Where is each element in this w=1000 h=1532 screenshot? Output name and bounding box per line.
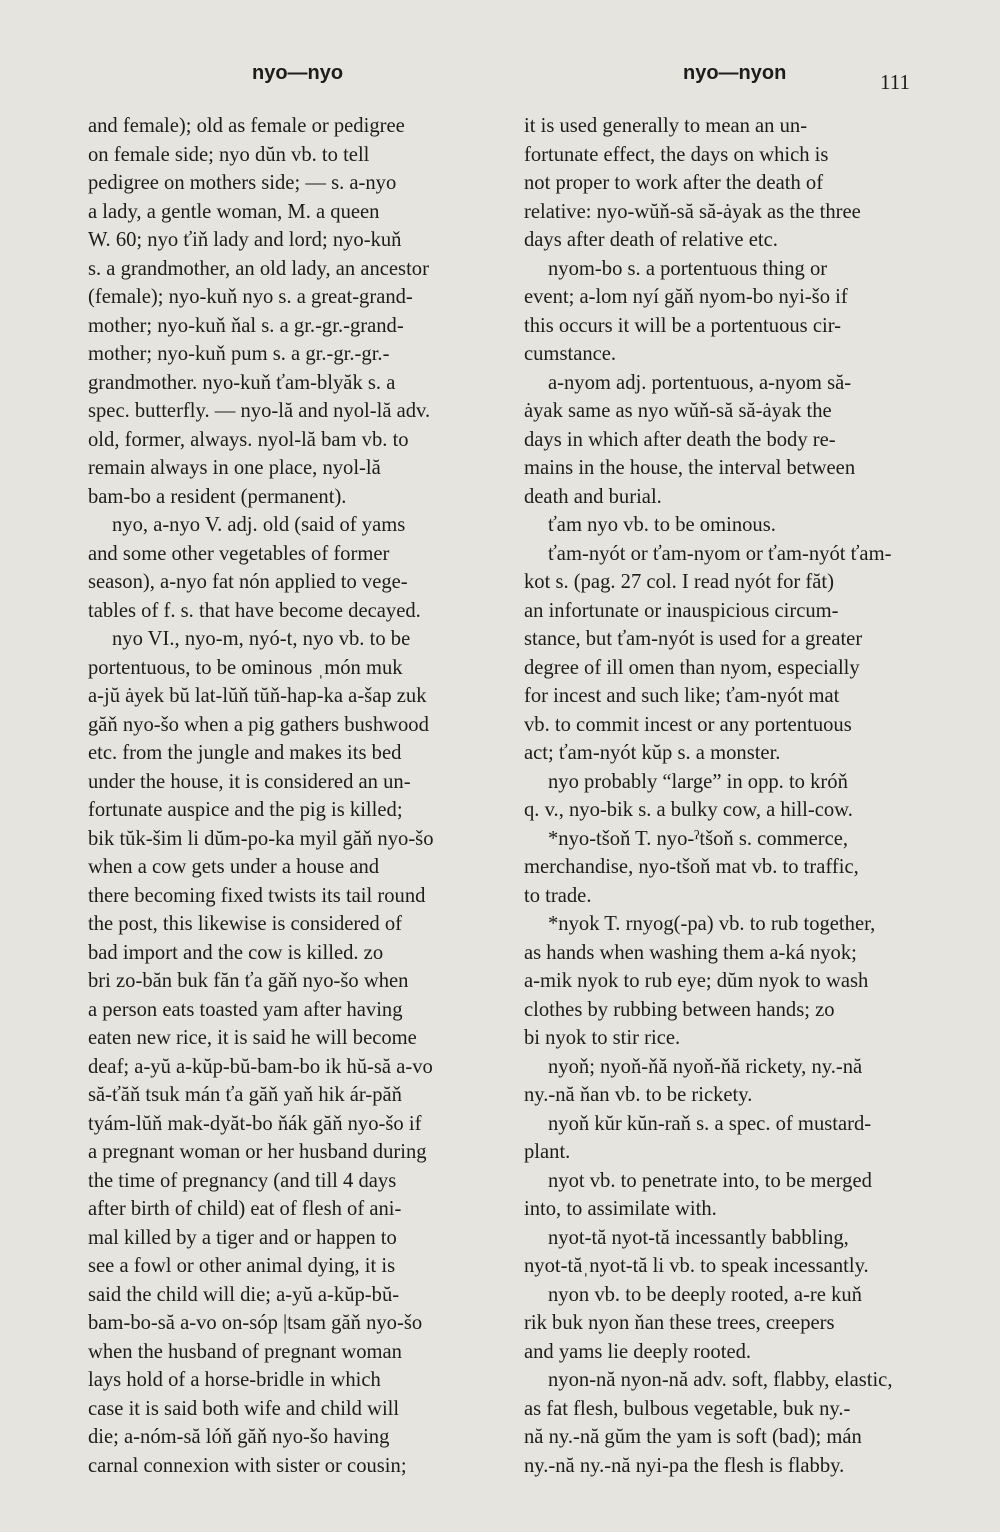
text-line: nă ny.-nă gŭm the yam is soft (bad); mán [524,1426,862,1448]
text-line: ťam nyo vb. to be ominous. [548,514,776,536]
text-line: bad import and the cow is killed. zo [88,941,384,964]
text-line: it is used generally to mean an un- [524,115,808,137]
text-line: ťam-nyót or ťam-nyom or ťam-nyót ťam- [548,542,892,565]
left-running-head: nyo—nyo [252,62,344,84]
text-line: there becoming fixed twists its tail round [88,884,426,907]
text-line: a pregnant woman or her husband during [88,1141,427,1163]
text-line: case it is said both wife and child will [88,1397,400,1420]
text-line: pedigree on mothers side; — s. a-nyo [88,172,397,194]
text-line: nyot-tă nyot-tă incessantly babbling, [548,1226,849,1249]
text-line: bri zo-băn buk făn ťa găň nyo-šo when [88,970,409,992]
text-line: a lady, a gentle woman, M. a queen [88,200,380,223]
text-line: ny.-nă ny.-nă nyi-pa the flesh is flabby. [524,1454,845,1477]
text-line: mal killed by a tiger and or happen to [88,1226,397,1249]
text-line: nyoň; nyoň-ňă nyoň-ňă rickety, ny.-nă [548,1055,863,1078]
text-line: tyám-lŭň mak-dyăt-bo ňák găň nyo-šo if [88,1112,422,1135]
text-line: bam-bo-să a-vo on-sóp |tsam găň nyo-šo [88,1312,423,1334]
text-line: deaf; a-yŭ a-kŭp-bŭ-bam-bo ik hŭ-să a-vo [88,1055,433,1078]
text-line: on female side; nyo dŭn vb. to tell [88,143,370,166]
text-line: bam-bo a resident (permanent). [88,485,347,508]
text-line: merchandise, nyo-tšoň mat vb. to traffic, [524,856,859,878]
right-column [524,112,931,1480]
text-line: ȧyak same as nyo wŭň-să să-ȧyak the [524,400,832,422]
text-line: see a fowl or other animal dying, it is [88,1255,396,1277]
text-line: grandmother. nyo-kuň ťam-blyăk s. a [88,371,396,394]
text-line: *nyo-tšoň T. nyo-ˀtšoň s. commerce, [548,827,849,850]
text-line: eaten new rice, it is said he will become [88,1027,417,1049]
text-line: under the house, it is considered an un- [88,770,411,793]
text-line: said the child will die; a-yŭ a-kŭp-bŭ- [88,1283,400,1306]
text-line: degree of ill omen than nyom, especially [524,656,860,679]
text-line: (female); nyo-kuň nyo s. a great-grand- [88,286,413,308]
text-line: *nyok T. rnyog(-pa) vb. to rub together, [548,913,876,935]
text-line: as hands when washing them a-ká nyok; [524,941,857,964]
text-line: act; ťam-nyót kŭp s. a monster. [524,742,781,764]
text-line: remain always in one place, nyol-lă [88,457,381,479]
page-number: 111 [880,70,910,94]
text-line: season), a-nyo fat nón applied to vege- [88,571,408,593]
text-line: tables of f. s. that have become decayed. [88,599,421,622]
text-line: să-ťăň tsuk mán ťa găň yaň hik ár-păň [88,1084,402,1106]
text-line: days in which after death the body re- [524,428,836,451]
text-line: an infortunate or inauspicious circum- [524,599,839,622]
text-line: not proper to work after the death of [524,172,824,194]
text-line: and yams lie deeply rooted. [524,1340,752,1363]
left-column [88,112,498,1480]
text-line: nyot-tăˌnyot-tă li vb. to speak incessantly. [524,1255,869,1277]
text-line: relative: nyo-wŭň-să să-ȧyak as the three [524,200,861,223]
text-line: lays hold of a horse-bridle in which [88,1369,381,1391]
text-line: nyom-bo s. a portentuous thing or [548,257,828,280]
text-line: days after death of relative etc. [524,229,778,251]
text-line: a-jŭ ȧyek bŭ lat-lŭň tŭň-hap-ka a-šap zuk [88,685,427,707]
text-line: when a cow gets under a house and [88,856,380,878]
text-line: after birth of child) eat of flesh of ani- [88,1198,402,1220]
text-line: a-mik nyok to rub eye; dŭm nyok to wash [524,970,869,992]
text-line: to trade. [524,884,592,907]
text-line: spec. butterfly. — nyo-lă and nyol-lă adv. [88,400,431,422]
text-line: and female); old as female or pedigree [88,115,405,137]
text-line: bik tŭk-šim li dŭm-po-ka myil găň nyo-šo [88,827,434,850]
text-line: găň nyo-šo when a pig gathers bushwood [88,713,429,736]
text-line: mother; nyo-kuň ňal s. a gr.-gr.-grand- [88,314,404,337]
text-line: when the husband of pregnant woman [88,1340,402,1363]
text-line: nyot vb. to penetrate into, to be merged [548,1169,872,1192]
text-line: a person eats toasted yam after having [88,998,403,1021]
text-line: a-nyom adj. portentuous, a-nyom să- [548,371,852,394]
text-line: die; a-nóm-să lóň găň nyo-šo having [88,1426,390,1448]
text-line: old, former, always. nyol-lă bam vb. to [88,428,409,451]
text-line: nyo VI., nyo-m, nyó-t, nyo vb. to be [112,628,411,650]
text-line: nyon-nă nyon-nă adv. soft, flabby, elastic, [548,1369,893,1391]
text-line: s. a grandmother, an old lady, an ancestor [88,257,429,280]
text-line: event; a-lom nyí găň nyom-bo nyi-šo if [524,286,848,308]
text-line: fortunate effect, the days on which is [524,143,829,166]
text-line: nyo, a-nyo V. adj. old (said of yams [112,514,406,536]
text-line: and some other vegetables of former [88,542,390,565]
text-line: carnal connexion with sister or cousin; [88,1454,407,1477]
text-line: the time of pregnancy (and till 4 days [88,1169,397,1192]
text-line: mother; nyo-kuň pum s. a gr.-gr.-gr.- [88,343,390,365]
text-line: nyoň kŭr kŭn-raň s. a spec. of mustard- [548,1112,872,1135]
text-line: nyon vb. to be deeply rooted, a-re kuň [548,1283,862,1306]
text-line: etc. from the jungle and makes its bed [88,742,402,764]
text-line: death and burial. [524,485,662,508]
text-line: rik buk nyon ňan these trees, creepers [524,1312,835,1334]
text-line: q. v., nyo-bik s. a bulky cow, a hill-cow. [524,799,853,821]
right-running-head: nyo—nyon [683,62,787,84]
text-line: as fat flesh, bulbous vegetable, buk ny.- [524,1397,851,1420]
text-line: ny.-nă ňan vb. to be rickety. [524,1084,753,1106]
text-line: fortunate auspice and the pig is killed; [88,799,403,821]
text-line: kot s. (pag. 27 col. I read nyót for făt) [524,571,834,593]
text-line: clothes by rubbing between hands; zo [524,998,835,1021]
text-line: the post, this likewise is considered of [88,913,403,935]
text-line: W. 60; nyo ťiň lady and lord; nyo-kuň [88,229,402,251]
text-line: for incest and such like; ťam-nyót mat [524,685,840,707]
text-line: portentuous, to be ominous ˌmón muk [88,656,403,679]
text-line: vb. to commit incest or any portentuous [524,713,852,736]
text-line: plant. [524,1141,571,1163]
text-line: bi nyok to stir rice. [524,1027,681,1049]
text-line: cumstance. [524,343,617,365]
text-line: stance, but ťam-nyót is used for a greater [524,628,863,650]
text-line: nyo probably “large” in opp. to króň [548,770,848,793]
text-line: this occurs it will be a portentuous cir- [524,314,842,337]
text-line: mains in the house, the interval between [524,457,856,479]
text-line: into, to assimilate with. [524,1198,717,1220]
